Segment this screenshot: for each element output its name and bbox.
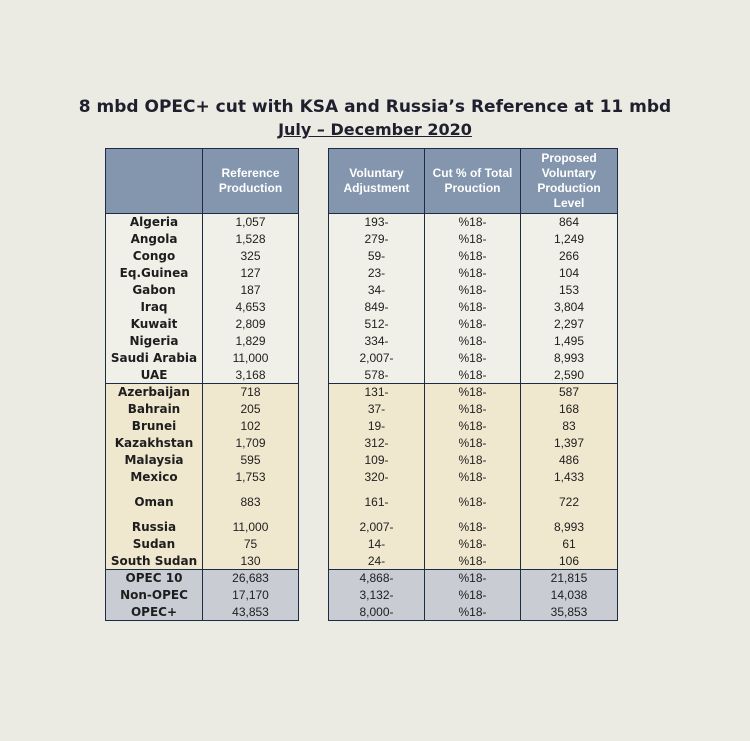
voluntary-adjustment-value: 19- [329,418,425,435]
cut-percent-value: %18- [425,418,521,435]
voluntary-adjustment-value: 849- [329,299,425,316]
table-row [329,418,618,435]
table-row [106,384,299,401]
voluntary-adjustment-value: 320- [329,469,425,486]
proposed-level-value: 106 [521,553,618,570]
reference-production-value: 205 [203,401,299,418]
voluntary-adjustment-value: 2,007- [329,350,425,367]
voluntary-adjustment-value: 161- [329,486,425,519]
table-row [106,469,299,486]
proposed-level-value: 722 [521,486,618,519]
country-name: Eq.Guinea [106,265,203,282]
cut-percent-value: %18- [425,367,521,384]
proposed-level-value: 14,038 [521,587,618,604]
proposed-level-value: 8,993 [521,350,618,367]
table-row [106,519,299,536]
cut-percent-value: %18- [425,435,521,452]
cut-percent-value: %18- [425,248,521,265]
reference-production-value: 883 [203,486,299,519]
reference-production-value: 11,000 [203,350,299,367]
reference-production-value: 1,829 [203,333,299,350]
proposed-level-value: 1,433 [521,469,618,486]
proposed-level-value: 8,993 [521,519,618,536]
table-row [106,452,299,469]
reference-production-value: 26,683 [203,570,299,587]
table-row [329,214,618,231]
cut-percent-value: %18- [425,350,521,367]
country-name: Angola [106,231,203,248]
cut-percent-value: %18- [425,553,521,570]
cut-percent-value: %18- [425,214,521,231]
reference-production-value: 102 [203,418,299,435]
country-name: Congo [106,248,203,265]
proposed-level-value: 1,397 [521,435,618,452]
country-name: Gabon [106,282,203,299]
page-title: 8 mbd OPEC+ cut with KSA and Russia’s Reference at 11 mbd [78,97,672,117]
country-name: Nigeria [106,333,203,350]
cut-percent-value: %18- [425,486,521,519]
proposed-level-value: 486 [521,452,618,469]
table-row [329,570,618,587]
voluntary-adjustment-header: Voluntary Adjustment [329,149,425,214]
voluntary-adjustment-value: 2,007- [329,519,425,536]
proposed-level-value: 104 [521,265,618,282]
table-row [106,553,299,570]
page-subtitle: July – December 2020 [278,120,472,139]
table-row [106,214,299,231]
country-name: OPEC+ [106,604,203,621]
reference-production-value: 1,057 [203,214,299,231]
reference-production-value: 75 [203,536,299,553]
cut-percent-value: %18- [425,570,521,587]
reference-production-value: 130 [203,553,299,570]
table-row [329,604,618,621]
table-row [329,452,618,469]
table-row [329,553,618,570]
voluntary-adjustment-value: 109- [329,452,425,469]
reference-table [105,148,299,621]
proposed-level-value: 3,804 [521,299,618,316]
reference-production-value: 43,853 [203,604,299,621]
reference-production-value: 187 [203,282,299,299]
table-row [106,248,299,265]
table-row [106,367,299,384]
proposed-level-header: Proposed Voluntary Production Level [521,149,618,214]
table-row [329,536,618,553]
table-row [329,401,618,418]
voluntary-adjustment-value: 23- [329,265,425,282]
table-row [329,384,618,401]
cut-percent-value: %18- [425,316,521,333]
reference-production-value: 11,000 [203,519,299,536]
country-name: Brunei [106,418,203,435]
table-row [329,248,618,265]
table-row [106,536,299,553]
cut-percent-value: %18- [425,519,521,536]
cut-percent-value: %18- [425,282,521,299]
table-row [106,570,299,587]
table-row [106,350,299,367]
cut-percent-value: %18- [425,536,521,553]
country-name: Oman [106,486,203,519]
voluntary-adjustment-value: 59- [329,248,425,265]
table-row [106,333,299,350]
cut-percent-value: %18- [425,452,521,469]
adjustment-table [328,148,618,621]
cut-percent-header: Cut % of Total Prouction [425,149,521,214]
reference-production-value: 4,653 [203,299,299,316]
proposed-level-value: 2,590 [521,367,618,384]
proposed-level-value: 21,815 [521,570,618,587]
country-name: Algeria [106,214,203,231]
country-name: UAE [106,367,203,384]
reference-production-value: 718 [203,384,299,401]
proposed-level-value: 1,495 [521,333,618,350]
country-name: South Sudan [106,553,203,570]
reference-production-value: 2,809 [203,316,299,333]
country-name: Azerbaijan [106,384,203,401]
cut-percent-value: %18- [425,401,521,418]
table-row [106,418,299,435]
reference-production-value: 127 [203,265,299,282]
reference-production-value: 1,753 [203,469,299,486]
reference-production-value: 17,170 [203,587,299,604]
table-row [329,333,618,350]
cut-percent-value: %18- [425,587,521,604]
proposed-level-value: 168 [521,401,618,418]
table-row [106,401,299,418]
reference-production-value: 325 [203,248,299,265]
voluntary-adjustment-value: 37- [329,401,425,418]
table-row [329,435,618,452]
table-row [106,604,299,621]
country-name: Bahrain [106,401,203,418]
voluntary-adjustment-value: 334- [329,333,425,350]
table-row [329,486,618,519]
country-name: Malaysia [106,452,203,469]
country-name: Kuwait [106,316,203,333]
table-row [329,587,618,604]
proposed-level-value: 1,249 [521,231,618,248]
country-name: Kazakhstan [106,435,203,452]
proposed-level-value: 266 [521,248,618,265]
country-name: Mexico [106,469,203,486]
country-name: Non-OPEC [106,587,203,604]
country-name: OPEC 10 [106,570,203,587]
table-row [329,469,618,486]
table-row [329,367,618,384]
reference-production-header: Reference Production [203,149,299,214]
proposed-level-value: 83 [521,418,618,435]
table-row [106,587,299,604]
table-row [329,265,618,282]
voluntary-adjustment-value: 34- [329,282,425,299]
proposed-level-value: 587 [521,384,618,401]
country-name: Iraq [106,299,203,316]
cut-percent-value: %18- [425,299,521,316]
reference-production-value: 1,528 [203,231,299,248]
cut-percent-value: %18- [425,231,521,248]
cut-percent-value: %18- [425,265,521,282]
country-name: Saudi Arabia [106,350,203,367]
country-name: Sudan [106,536,203,553]
table-row [106,299,299,316]
table-row [329,350,618,367]
proposed-level-value: 35,853 [521,604,618,621]
reference-production-value: 1,709 [203,435,299,452]
voluntary-adjustment-value: 3,132- [329,587,425,604]
table-row [106,282,299,299]
cut-percent-value: %18- [425,469,521,486]
proposed-level-value: 864 [521,214,618,231]
table-row [329,316,618,333]
cut-percent-value: %18- [425,604,521,621]
table-row [106,486,299,519]
voluntary-adjustment-value: 4,868- [329,570,425,587]
table-row [106,435,299,452]
voluntary-adjustment-value: 14- [329,536,425,553]
cut-percent-value: %18- [425,384,521,401]
voluntary-adjustment-value: 8,000- [329,604,425,621]
voluntary-adjustment-value: 279- [329,231,425,248]
reference-production-value: 595 [203,452,299,469]
voluntary-adjustment-value: 131- [329,384,425,401]
voluntary-adjustment-value: 578- [329,367,425,384]
country-column-header [106,149,203,214]
table-row [329,519,618,536]
table-row [329,299,618,316]
table-row [106,231,299,248]
reference-production-value: 3,168 [203,367,299,384]
table-row [329,231,618,248]
proposed-level-value: 61 [521,536,618,553]
voluntary-adjustment-value: 24- [329,553,425,570]
voluntary-adjustment-value: 312- [329,435,425,452]
proposed-level-value: 153 [521,282,618,299]
voluntary-adjustment-value: 512- [329,316,425,333]
table-row [106,316,299,333]
proposed-level-value: 2,297 [521,316,618,333]
table-row [329,282,618,299]
cut-percent-value: %18- [425,333,521,350]
voluntary-adjustment-value: 193- [329,214,425,231]
country-name: Russia [106,519,203,536]
table-row [106,265,299,282]
